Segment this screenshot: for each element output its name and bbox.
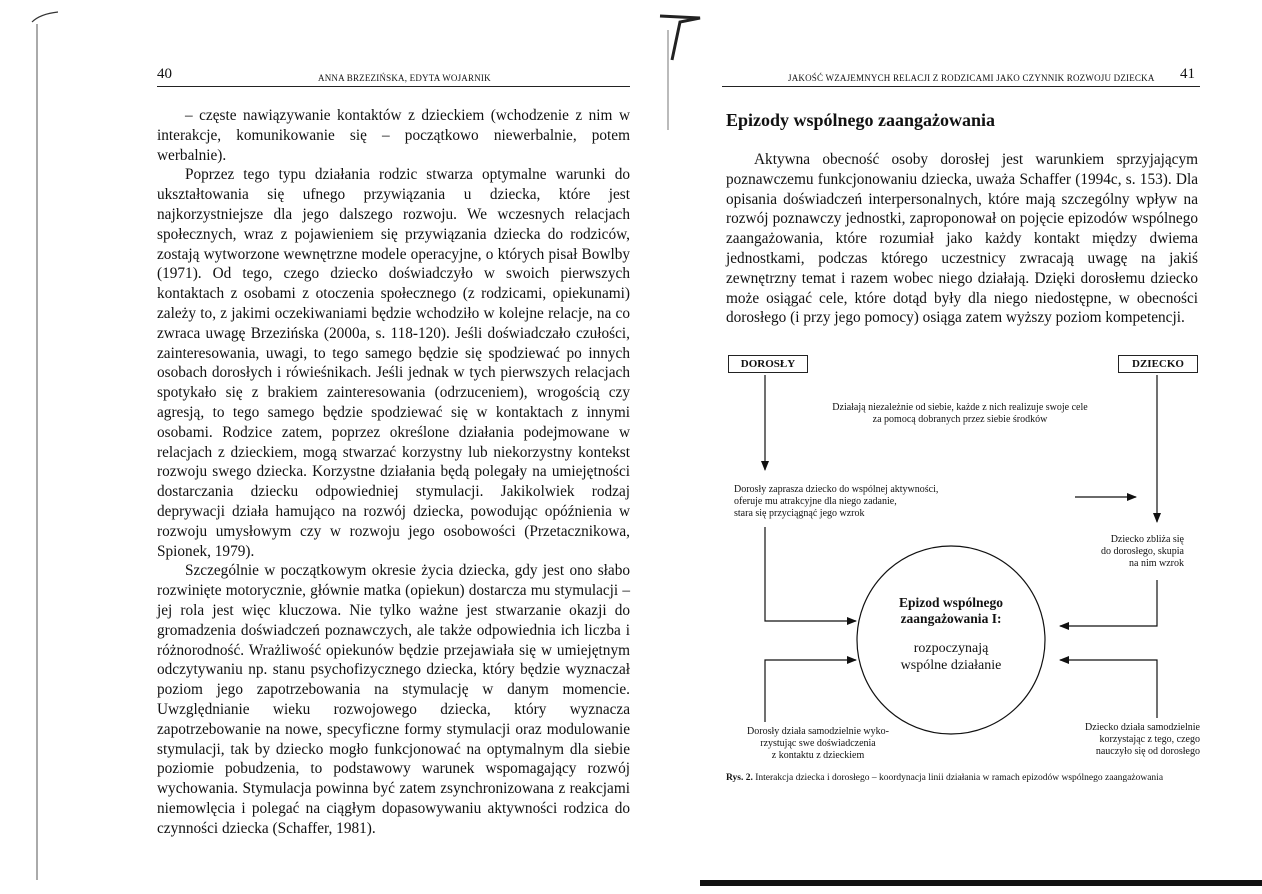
running-head-left: ANNA BRZEZIŃSKA, EDYTA WOJARNIK xyxy=(318,73,491,83)
note-independent: Działają niezależnie od siebie, każde z nich realizuje swoje cele za pomocą dobranych przez siebie środków xyxy=(832,402,1088,425)
figure-caption xyxy=(726,772,1202,784)
paragraph-3: Szczególnie w początkowym okresie życia dziecka, gdy jest ono słabo rozwinięte motorycznie, głównie matka (opiekun) dostarcza mu stymulacji – jej rola jest więc kluczowa. Nie tylko ważne jest stwarzanie okazji do gromadzenia doświadczeń poznawczych, ale także odpowiednia ich liczba i różnorodność. Wrażliwość opiekunów będzie przejawiała się w umiejętnym odczytywaniu np. stanu psychofizycznego dziecka, który będzie wyznaczał poziom jego zapotrzebowania na stymulację w danym momencie. Uwzględnianie wieku rozwojowego dziecka, który wyznacza zapotrzebowanie na nowe, specyficzne formy stymulacji oraz modulowanie stymulacji, tak by dziecko mogło funkcjonować na optymalnym dla siebie poziomie pobudzenia, to podstawowy warunek wspomagający rozwój wychowania. Stymulacja powinna być zatem zsynchronizowana z reakcjami niemowlęcia i polegać na ciągłym dopasowywaniu aktywności rodzica do czynności dziecka (Schaffer, 1981). xyxy=(157,562,630,837)
child-approaches-text: Dziecko zbliża się do dorosłego, skupia na nim wzrok xyxy=(1100,534,1184,569)
paragraph-right: Aktywna obecność osoby dorosłej jest warunkiem sprzyjającym poznawczemu funkcjonowaniu dziecka, uważa Schaffer (1994c, s. 153). Dla opisania doświadczeń interpersonalnych, które mają szczególny wpływ na rozwój poznawczy jednostki, zaproponował on pojęcie epizodów wspólnego zaangażowania, które rozumiał jako każdy kontakt między dwiema jednostkami, podczas którego uczestnicy zwracają uwagę na jakiś zewnętrzny temat i razem wobec niego działają. Dzięki dorosłemu dziecko może osiągać cele, które dotąd były dla niego niedostępne, w obecności dorosłego (i przy jego pomocy) osiąga zatem wyższy poziom kompetencji. xyxy=(726,151,1198,327)
adult-invites-text: Dorosły zaprasza dziecko do wspólnej aktywności, oferuje mu atrakcyjne dla niego zadanie, stara się przyciągnąć jego wzrok xyxy=(734,484,939,519)
episode-subtitle: rozpoczynają wspólne działanie xyxy=(900,641,1002,673)
paragraph-2: Poprzez tego typu działania rodzic stwarza optymalne warunki do ukształtowania się ufnego przywiązania u dziecka, które jest najkorzystniejsze dla jego dalszego rozwoju. We wczesnych relacjach społecznych, wraz z pojawieniem się przywiązania dziecka do rodziców, zostają wytworzone wewnętrzne modele operacyjne, o których pisał Bowlby (1971). Od tego, czego dziecko doświadczyło w swoich pierwszych kontaktach z osobami z otoczenia społecznego (z rodzicami, opiekunami) zależy to, z jakimi oczekiwaniami będzie wchodziło w kolejne relacje, na co zwraca uwagę Brzezińska (2000a, s. 118-120). Jeśli doświadczało czułości, zainteresowania, uwagi, to tego samego będzie się spodziewać po innych osobach dorosłych i rówieśnikach. Jeśli jednak w tych pierwszych relacjach spotykało się z brakiem zainteresowania (odrzuceniem), wrogością czy agresją, to tego samego będzie spodziewać się w kontaktach z innymi osobami. Rodzice zatem, poprzez określone działania podejmowane w relacjach z dzieckiem, mogą stwarzać korzystny lub niekorzystny kontekst rozwoju swego dziecka. Korzystne działania będą polegały na umiejętności dostarczania dziecku odpowiedniej stymulacji. Jakikolwiek rodzaj deprywacji działa hamująco na rozwój dziecka, powodując opóźnienia w rozwoju umysłowym czy w rozwoju jego osobowości (Przetacznikowa, Spionek, 1979). xyxy=(157,166,630,560)
adult-to-circle xyxy=(765,527,856,621)
section-title: Epizody wspólnego zaangażowania xyxy=(726,110,996,130)
paragraph-1: – częste nawiązywanie kontaktów z dzieckiem (wchodzenie z nim w interakcje, komunikowanie się – początkowo niewerbalnie, potem werbalnie). xyxy=(157,107,630,164)
caption-text: Interakcja dziecka i dorosłego – koordynacja linii działania w ramach epizodów wspólnego zaangażowania xyxy=(755,773,1164,783)
child-second-to-circle xyxy=(1060,660,1157,718)
adult-second-to-circle xyxy=(765,660,856,722)
page-number-right: 41 xyxy=(1180,66,1195,82)
page-number-left: 40 xyxy=(157,66,172,82)
running-head-right: JAKOŚĆ WZAJEMNYCH RELACJI Z RODZICAMI JAKO CZYNNIK ROZWOJU DZIECKA xyxy=(788,73,1155,83)
child-alone-text: Dziecko działa samodzielnie korzystając z tego, czego nauczyło się od dorosłego xyxy=(1085,722,1200,757)
box-adult: DOROSŁY xyxy=(728,355,808,373)
child-to-circle xyxy=(1060,580,1157,626)
box-child: DZIECKO xyxy=(1118,355,1198,373)
caption-label: Rys. 2. xyxy=(726,773,753,783)
adult-alone-text: Dorosły działa samodzielnie wyko- rzystując swe doświadczenia z kontaktu z dzieckiem xyxy=(747,726,889,761)
episode-title: Epizod wspólnego zaangażowania I: xyxy=(899,595,1003,626)
